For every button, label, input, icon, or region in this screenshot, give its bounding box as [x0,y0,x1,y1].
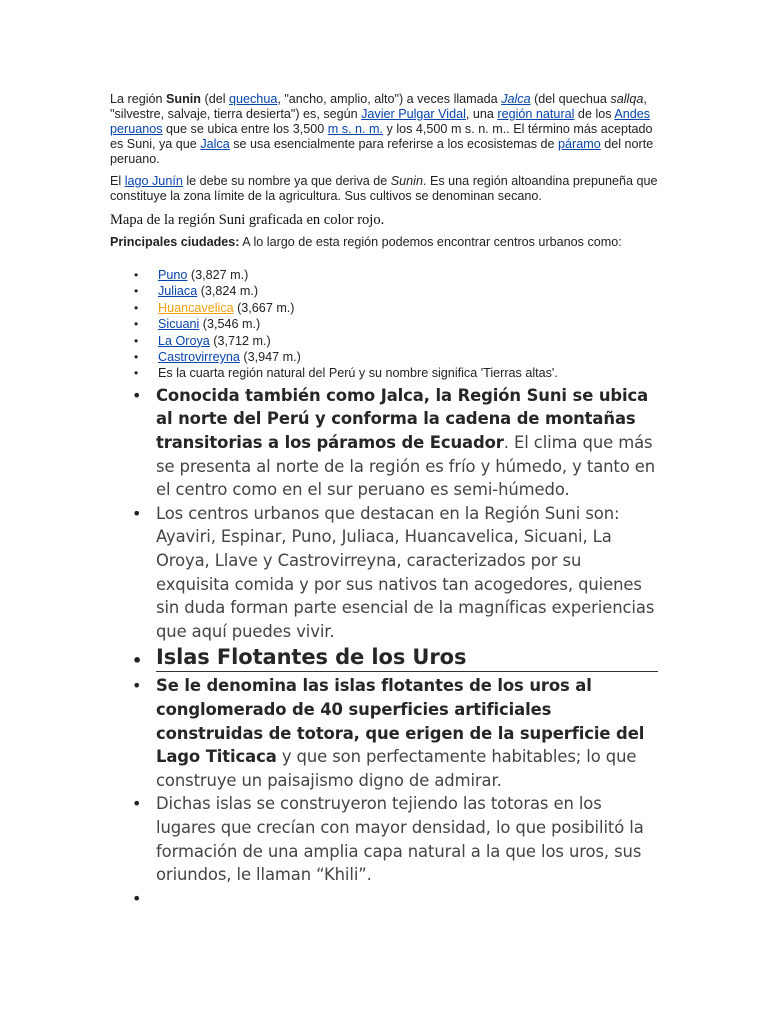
link-jalca-2[interactable]: Jalca [200,137,230,151]
label-principales-ciudades: Principales ciudades: [110,235,240,249]
text: (del [201,92,229,106]
list-item [158,300,658,316]
bullet-empty [156,887,658,911]
text: de los [574,107,615,121]
document-page [110,92,658,910]
term-sunin-italic: Sunin [390,174,423,188]
text: y los 4,500 m s. n. m.. El término más aceptado es Suni, ya que [110,122,653,151]
term-sunin: Sunin [166,92,201,106]
text: . Es una región altoandina prepuneña que constituye la zona límite de la agricultura. Sus cultivos se denominan secano. [110,174,658,203]
link-city-puno[interactable]: Puno [158,268,188,282]
list-item [158,283,658,299]
bold-text: Se le denomina las islas flotantes de los uros al conglomerado de 40 superficies artificiales construidas de totora, que erigen de la superficie del Lago Titicaca [156,676,645,767]
text: se usa esencialmente para referirse a los ecosistemas de [229,137,559,151]
main-bullet-list [110,384,658,910]
text: El [110,174,125,188]
heading-islas-flotantes [156,644,658,672]
heading-text: Islas Flotantes de los Uros [156,645,467,670]
link-lago-junin[interactable]: lago Junín [124,174,183,188]
bullet-islas-definicion [156,674,658,792]
bold-text: Conocida también como Jalca, la Región Suni se ubica al norte del Perú y conforma la cadena de montañas transitorias a los páramos de Ecuador [156,385,649,453]
city-altitude: (3,712 m.) [209,333,271,348]
text: , "ancho, amplio, alto") a veces llamada [277,92,502,106]
link-city-castrovirreyna[interactable]: Castrovirreyna [158,350,240,365]
city-altitude: (3,546 m.) [199,317,261,332]
city-altitude: (3,824 m.) [197,284,259,299]
link-quechua[interactable]: quechua [229,92,278,106]
link-city-juliaca[interactable]: Juliaca [158,284,198,299]
map-caption: Mapa de la región Suni graficada en color rojo. [110,212,385,228]
bullet-islas-construccion [156,792,658,886]
text: le debe su nombre ya que deriva de [182,174,391,188]
link-paramo[interactable]: páramo [558,137,601,151]
list-item [158,333,658,349]
paragraph-sunin-intro [110,92,658,167]
paragraph-lago-junin [110,174,658,204]
link-region-natural[interactable]: región natural [497,107,575,121]
text: . El clima que más se presenta al norte de la región es frío y húmedo, y tanto en el centro como en el sur peruano es semi-húmedo. [156,433,656,500]
text: Dichas islas se construyeron tejiendo las totoras en los lugares que crecían con mayor densidad, lo que posibilitó la formación de una amplia capa natural a la que los uros, sus oriundos, le llaman “Khili”. [156,794,644,885]
link-andes-peruanos[interactable]: Andes peruanos [110,107,651,136]
link-city-la-oroya[interactable]: La Oroya [158,333,210,348]
text: del norte peruano. [110,137,654,166]
link-msnm[interactable]: m s. n. m. [327,122,384,136]
link-javier-pulgar-vidal[interactable]: Javier Pulgar Vidal [361,107,466,121]
list-item [158,349,658,365]
text: y que son perfectamente habitables; lo que construye un paisajismo digno de admirar. [156,747,637,790]
list-item [158,316,658,332]
city-altitude: (3,947 m.) [239,350,301,365]
bullet-centros-urbanos [156,502,658,644]
text: (del quechua [530,92,611,106]
text: A lo largo de esta región podemos encontrar centros urbanos como: [239,235,622,249]
text: que se ubica entre los 3,500 [162,122,328,136]
text: La región [110,92,167,106]
list-item [158,365,658,381]
bullet-jalca [156,384,658,502]
cuarta-region-text: Es la cuarta región natural del Perú y su nombre significa 'Tierras altas'. [158,366,558,381]
link-city-huancavelica[interactable]: Huancavelica [158,300,234,315]
link-jalca[interactable]: Jalca [501,92,531,106]
paragraph-principales-ciudades [110,235,658,250]
text: , una [465,107,498,121]
list-item [158,267,658,283]
city-altitude: (3,827 m.) [187,268,249,282]
text: , "silvestre, salvaje, tierra desierta") es, según [110,92,647,121]
term-sallqa: sallqa [610,92,644,106]
link-city-sicuani[interactable]: Sicuani [158,317,200,332]
city-altitude: (3,667 m.) [233,300,295,315]
cities-list [110,267,658,382]
text: Los centros urbanos que destacan en la Región Suni son: Ayaviri, Espinar, Puno, Juliaca, Huancavelica, Sicuani, La Oroya, Llave y Castrovirreyna, caracterizados por su exquisita comida y por sus nativos tan acogedores, quienes sin duda forman parte esencial de la magníficas experiencias que aquí puedes vivir. [156,503,655,641]
